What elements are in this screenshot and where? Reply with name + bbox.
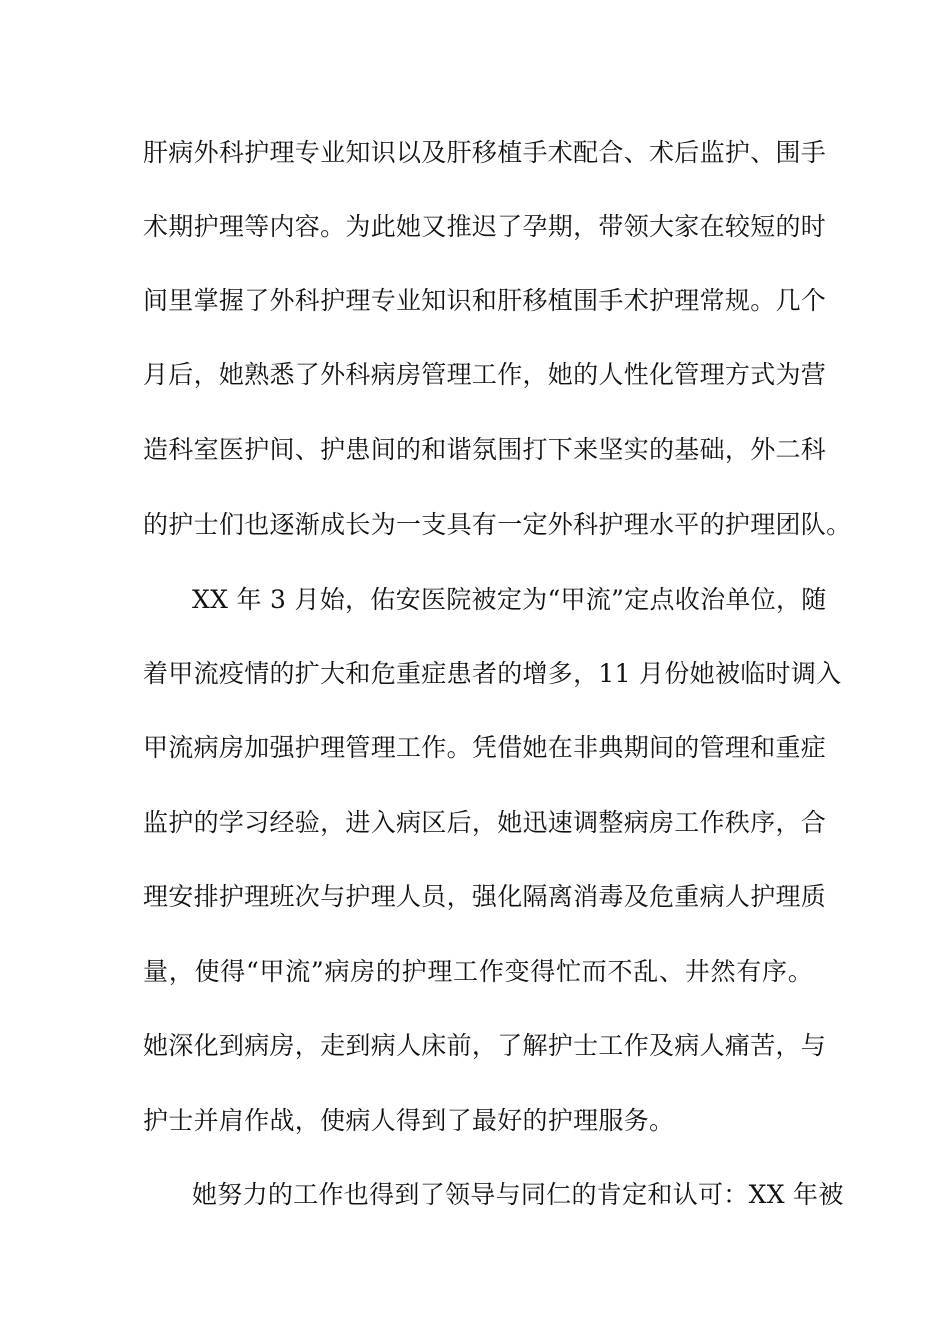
paragraph-first-line: XX 年 3 月始，佑安医院被定为“甲流”定点收治单位，随: [192, 585, 827, 614]
text-line: 间里掌握了外科护理专业知识和肝移植围手术护理常规。几个: [143, 286, 827, 315]
text-line: 护士并肩作战，使病人得到了最好的护理服务。: [143, 1106, 675, 1135]
text-line: 的护士们也逐渐成长为一支具有一定外科护理水平的护理团队。: [143, 510, 852, 539]
text-line: 监护的学习经验，进入病区后，她迅速调整病房工作秩序，合: [143, 808, 827, 837]
text-line: 她深化到病房，走到病人床前，了解护士工作及病人痛苦，与: [143, 1031, 827, 1060]
text-line: 着甲流疫情的扩大和危重症患者的增多，11 月份她被临时调入: [143, 659, 842, 688]
text-line: 理安排护理班次与护理人员，强化隔离消毒及危重病人护理质: [143, 882, 827, 911]
text-line: 肝病外科护理专业知识以及肝移植手术配合、术后监护、围手: [143, 138, 827, 167]
paragraph-first-line: 她努力的工作也得到了领导与同仁的肯定和认可：XX 年被: [192, 1180, 844, 1209]
text-line: 量，使得“甲流”病房的护理工作变得忙而不乱、井然有序。: [143, 957, 813, 986]
text-line: 造科室医护间、护患间的和谐氛围打下来坚实的基础，外二科: [143, 435, 827, 464]
text-line: 甲流病房加强护理管理工作。凭借她在非典期间的管理和重症: [143, 733, 827, 762]
text-line: 月后，她熟悉了外科病房管理工作，她的人性化管理方式为营: [143, 360, 827, 389]
text-line: 术期护理等内容。为此她又推迟了孕期，带领大家在较短的时: [143, 212, 827, 241]
